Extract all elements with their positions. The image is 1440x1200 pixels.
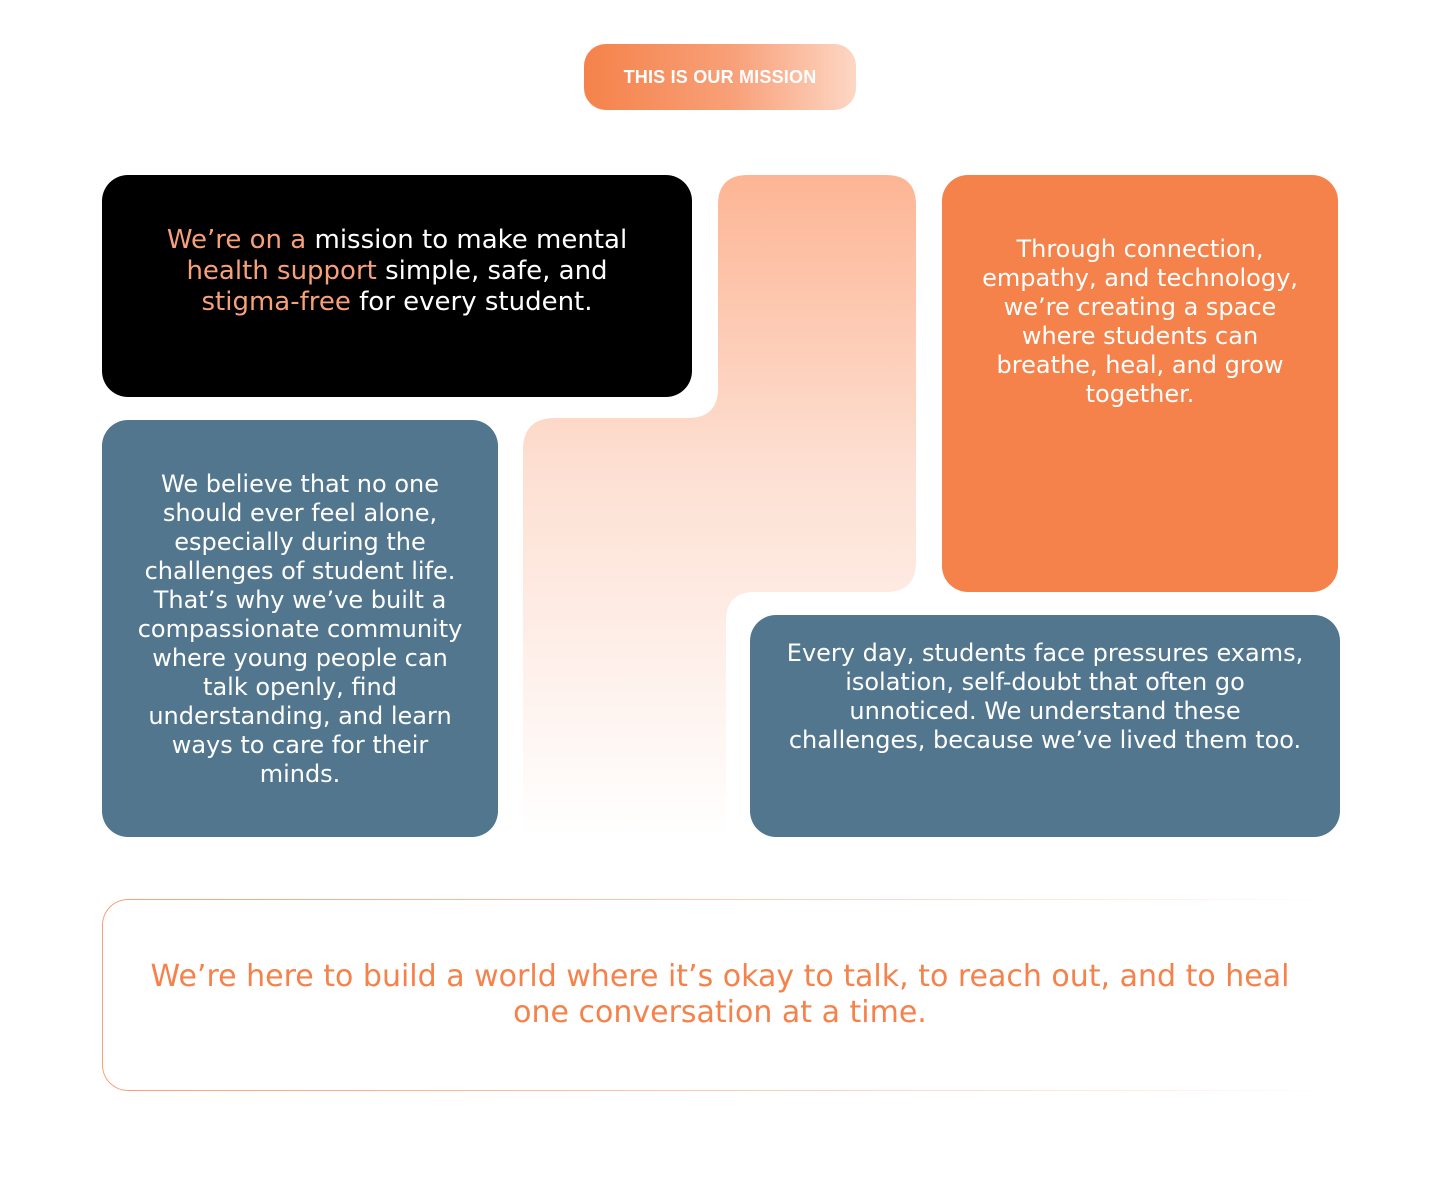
connection-card	[942, 175, 1338, 592]
closing-card-inner	[103, 900, 1337, 1090]
mission-badge-label: THIS IS OUR MISSION	[623, 66, 817, 87]
mission-highlight-3: stigma-free	[201, 287, 351, 317]
closing-text: We’re here to build a world where it’s okay to talk, to reach out, and to heal one conversation at a time.	[150, 959, 1290, 1030]
closing-card	[102, 899, 1338, 1091]
belief-text: We believe that no one should ever feel alone, especially during the challenges of student life. That’s why we’ve built a compassionate community where young people can talk openly, find understanding, and learn ways to care for their minds.	[137, 470, 463, 788]
mission-highlight-1: We’re on a	[166, 225, 307, 255]
mission-text-3: for every student.	[350, 287, 593, 317]
connection-text: Through connection, empathy, and technology, we’re creating a space where students can breathe, heal, and grow together.	[982, 235, 1298, 408]
mission-highlight-2: health support	[186, 256, 377, 286]
mission-card	[102, 175, 692, 397]
belief-card	[102, 420, 498, 837]
mission-text	[138, 225, 656, 318]
mission-text-2: simple, safe, and	[376, 256, 608, 286]
mission-text-1: mission to make mental	[306, 225, 628, 255]
pressures-card	[750, 615, 1340, 837]
pressures-text: Every day, students face pressures exams, isolation, self-doubt that often go unnoticed. We understand these challenges, because we’ve lived them too.	[786, 639, 1304, 754]
